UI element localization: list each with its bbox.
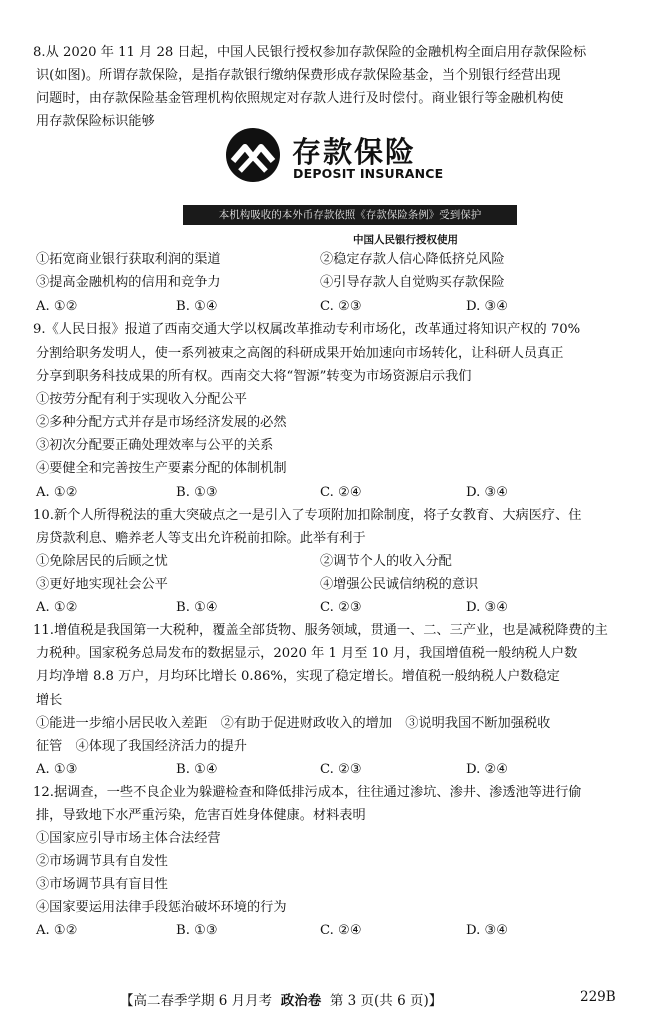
q12-item-2: ②市场调节具有自发性 <box>36 854 168 869</box>
q12-option-d: D. ③④ <box>466 923 509 938</box>
q11-stem-line-1: 11.增值税是我国第一大税种，覆盖全部货物、服务领域，贯通一、二、三产业，也是减税降费的主 <box>33 623 608 638</box>
logo-title-en: DEPOSIT INSURANCE <box>293 166 444 181</box>
logo-authorization-text: 中国人民银行授权使用 <box>353 234 458 246</box>
deposit-insurance-emblem-icon <box>225 127 281 183</box>
q9-item-2: ②多种分配方式并存是市场经济发展的必然 <box>36 415 287 430</box>
q9-stem-line-3: 分享到职务科技成果的所有权。西南交大将“智源”转变为市场资源启示我们 <box>36 369 472 384</box>
q10-item-2: ②调节个人的收入分配 <box>320 554 452 569</box>
q11-stem-line-2: 力税种。国家税务总局发布的数据显示，2020 年 1 月至 10 月，我国增值税一般纳税人户数 <box>36 646 578 661</box>
q10-option-b: B. ①④ <box>176 600 218 615</box>
q11-option-d: D. ②④ <box>466 762 509 777</box>
q11-option-c: C. ②③ <box>320 762 362 777</box>
q10-stem-line-2: 房贷款利息、赡养老人等支出允许税前扣除。此举有利于 <box>36 531 366 546</box>
q12-option-b: B. ①③ <box>176 923 218 938</box>
q8-item-1: ①拓宽商业银行获取利润的渠道 <box>36 252 221 267</box>
q8-option-b: B. ①④ <box>176 299 218 314</box>
footer-subject: 政治卷 <box>280 993 322 1009</box>
page-footer <box>120 989 442 1009</box>
q12-stem-line-1: 12.据调查，一些不良企业为躲避检查和降低排污成本，往往通过渗坑、渗井、渗透池等进行偷 <box>33 785 582 800</box>
q9-stem-line-2: 分割给职务发明人，使一系列被束之高阁的科研成果开始加速向市场转化，让科研人员真正 <box>36 346 564 361</box>
q8-item-4: ④引导存款人自觉购买存款保险 <box>320 275 505 290</box>
q8-stem-line-4: 用存款保险标识能够 <box>36 114 155 129</box>
q8-option-c: C. ②③ <box>320 299 362 314</box>
footer-exam-title: 【高二春季学期 6 月月考 <box>120 993 273 1009</box>
q9-item-1: ①按劳分配有利于实现收入分配公平 <box>36 392 247 407</box>
q8-item-2: ②稳定存款人信心降低挤兑风险 <box>320 252 505 267</box>
q10-option-d: D. ③④ <box>466 600 509 615</box>
q9-item-3: ③初次分配要正确处理效率与公平的关系 <box>36 438 274 453</box>
q9-option-b: B. ①③ <box>176 485 218 500</box>
q8-stem-line-2: 识(如图)。所谓存款保险，是指存款银行缴纳保费形成存款保险基金，当个别银行经营出现 <box>36 68 561 83</box>
q10-item-4: ④增强公民诚信纳税的意识 <box>320 577 479 592</box>
q10-item-1: ①免除居民的后顾之忧 <box>36 554 168 569</box>
q12-option-c: C. ②④ <box>320 923 362 938</box>
q12-option-a: A. ①② <box>36 923 78 938</box>
q10-stem-line-1: 10.新个人所得税法的重大突破点之一是引入了专项附加扣除制度，将子女教育、大病医疗、住 <box>33 508 582 523</box>
q9-stem-line-1: 9.《人民日报》报道了西南交通大学以权属改革推动专利市场化，改革通过将知识产权的 70% <box>33 322 581 337</box>
logo-title-cn: 存款保险 <box>292 135 417 169</box>
q11-items-line-1: ①能进一步缩小居民收入差距 ②有助于促进财政收入的增加 ③说明我国不断加强税收 <box>36 716 551 731</box>
q8-stem-line-3: 问题时，由存款保险基金管理机构依照规定对存款人进行及时偿付。商业银行等金融机构使 <box>36 91 564 106</box>
logo-protection-banner: 本机构吸收的本外币存款依照《存款保险条例》受到保护 <box>183 205 517 225</box>
q10-option-c: C. ②③ <box>320 600 362 615</box>
deposit-insurance-logo <box>215 122 483 252</box>
q11-option-b: B. ①④ <box>176 762 218 777</box>
footer-page-number: 第 3 页(共 6 页)】 <box>329 993 443 1009</box>
q11-option-a: A. ①③ <box>36 762 78 777</box>
q8-stem-line-1: 8.从 2020 年 11 月 28 日起，中国人民银行授权参加存款保险的金融机构全面启用存款保险标 <box>33 45 587 60</box>
q9-option-a: A. ①② <box>36 485 78 500</box>
q11-stem-line-4: 增长 <box>36 693 63 708</box>
q10-option-a: A. ①② <box>36 600 78 615</box>
q9-item-4: ④要健全和完善按生产要素分配的体制机制 <box>36 461 287 476</box>
q9-option-d: D. ③④ <box>466 485 509 500</box>
q12-item-3: ③市场调节具有盲目性 <box>36 877 168 892</box>
paper-code: 229B <box>580 989 616 1005</box>
q12-stem-line-2: 排，导致地下水严重污染，危害百姓身体健康。材料表明 <box>36 808 366 823</box>
q8-item-3: ③提高金融机构的信用和竞争力 <box>36 275 221 290</box>
q11-items-line-2: 征管 ④体现了我国经济活力的提升 <box>36 739 247 754</box>
q9-option-c: C. ②④ <box>320 485 362 500</box>
q12-item-1: ①国家应引导市场主体合法经营 <box>36 831 221 846</box>
q12-item-4: ④国家要运用法律手段惩治破坏环境的行为 <box>36 900 287 915</box>
q8-option-a: A. ①② <box>36 299 78 314</box>
q8-option-d: D. ③④ <box>466 299 509 314</box>
q11-stem-line-3: 月均净增 8.8 万户，月均环比增长 0.86%，实现了稳定增长。增值税一般纳税人户数稳定 <box>36 669 560 684</box>
q10-item-3: ③更好地实现社会公平 <box>36 577 168 592</box>
